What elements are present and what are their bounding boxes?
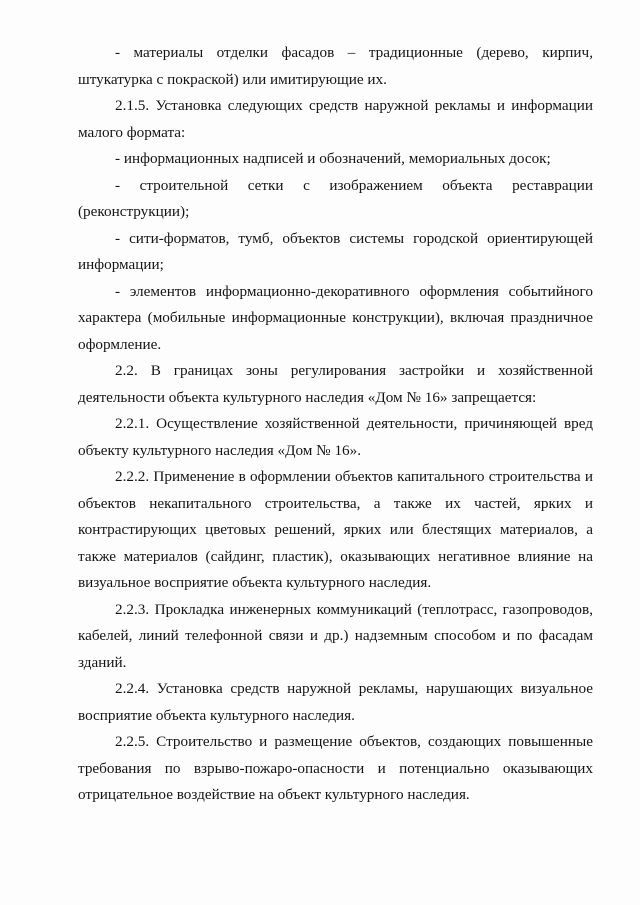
paragraph: - сити-форматов, тумб, объектов системы городской ориентирующей информации; xyxy=(78,229,593,273)
paragraph: 2.2.4. Установка средств наружной рекламы, нарушающих визуальное восприятие объекта культурного наследия. xyxy=(78,680,593,724)
paragraph: 2.2.3. Прокладка инженерных коммуникаций (теплотрасс, газопроводов, кабелей, линий телефонной связи и др.) надземным способом и по фасадам зданий. xyxy=(78,600,593,671)
paragraph: 2.2.2. Применение в оформлении объектов капитального строительства и объектов некапитального строительства, а также их частей, ярких и контрастирующих цветовых решений, ярких или блестящих материалов, а также материалов (сайдинг, пластик), оказывающих негативное влияние на визуальное восприятие объекта культурного наследия. xyxy=(78,468,593,591)
paragraph: - информационных надписей и обозначений, мемориальных досок; xyxy=(115,150,551,167)
paragraph: 2.2.5. Строительство и размещение объектов, создающих повышенные требования по взрыво-пожаро-опасности и потенциально оказывающих отрицательное воздействие на объект культурного наследия. xyxy=(78,733,593,803)
paragraph: 2.2. В границах зоны регулирования застройки и хозяйственной деятельности объекта культурного наследия «Дом № 16» запрещается: xyxy=(78,362,593,406)
paragraph: 2.1.5. Установка следующих средств наружной рекламы и информации малого формата: xyxy=(78,97,593,141)
document-body xyxy=(78,40,593,809)
paragraph: - строительной сетки с изображением объекта реставрации (реконструкции); xyxy=(78,176,593,220)
paragraph: - материалы отделки фасадов – традиционные (дерево, кирпич, штукатурка с покраской) или имитирующие их. xyxy=(78,44,593,88)
paragraph: 2.2.1. Осуществление хозяйственной деятельности, причиняющей вред объекту культурного наследия «Дом № 16». xyxy=(78,415,593,459)
paragraph: - элементов информационно-декоративного оформления событийного характера (мобильные информационные конструкции), включая праздничное оформление. xyxy=(78,282,593,353)
